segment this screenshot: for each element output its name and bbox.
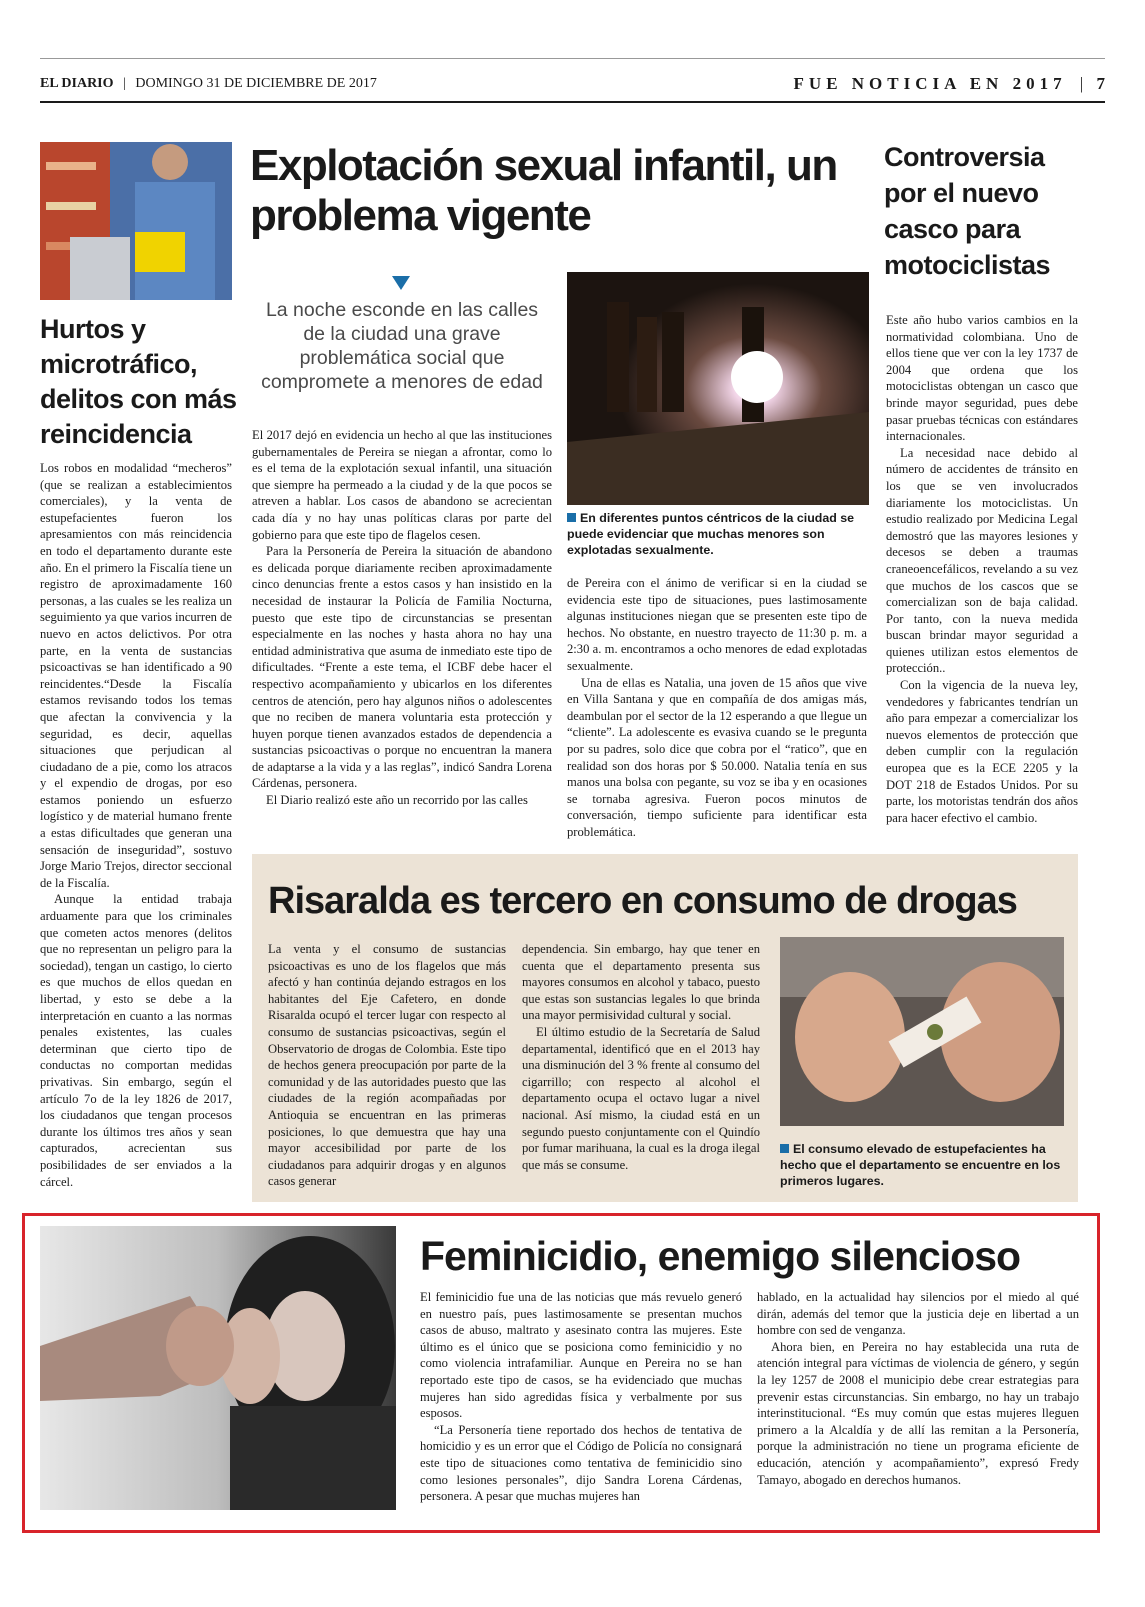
casco-headline: Controversia por el nuevo casco para motociclistas	[884, 142, 1051, 280]
explotacion-column-2	[567, 575, 867, 841]
header-left	[40, 76, 377, 92]
explotacion-paragraph-4: de Pereira con el ánimo de verificar si en la ciudad se evidencia este tipo de situaciones, pues lastimosamente algunas instituciones niegan que se presenten este tipo de hechos. No obstante, en nuestro trayecto de 11:30 p. m. a 2:30 a. m. encontramos a ocho menores de edad explotadas sexualmente.	[567, 576, 867, 673]
section-name: FUE NOTICIA EN 2017	[793, 74, 1067, 93]
paper-name: EL DIARIO	[40, 76, 114, 91]
header-separator: |	[123, 76, 126, 91]
issue-date: DOMINGO 31 DE DICIEMBRE DE 2017	[135, 76, 377, 91]
explotacion-paragraph-5: Una de ellas es Natalia, una joven de 15 años que vive en Villa Santana y que en compañía de dos amigas más, deambulan por el sector de la 12 esperando a que llegue un “cliente”. La adolescente es evasiva cuando se le pregunta por su padres, solo dice que cobra por el “ratico”, que en realidad son dos horas por $ 50.000. Natalia tenía en sus manos una bolsa con pegante, su voz se iba y en ocasiones se tornaba agresiva. Fueron pocos minutos de conversación, tiempo suficiente para identificar esta problemática.	[567, 675, 867, 839]
caption-marker-icon	[567, 513, 576, 522]
explotacion-column-1	[252, 427, 552, 809]
risaralda-caption-text: El consumo elevado de estupefacientes ha hecho que el departamento se encuentre en los primeros lugares.	[780, 1142, 1061, 1188]
casco-paragraph-3: Con la vigencia de la nueva ley, vendedores y fabricantes tendrían un año para empezar a comercializar los nuevos elementos de protección que deben cumplir con la regulación europea que es la ECE 2205 y la DOT 218 de Estados Unidos. Por su parte, los motoristas tendrán dos años para hacer efectivo el cambio.	[886, 678, 1078, 825]
feminicidio-column-1	[420, 1289, 742, 1505]
header-right	[794, 74, 1105, 94]
risaralda-column-2	[522, 941, 760, 1173]
hurtos-paragraph-1: Los robos en modalidad “mecheros” (que se realizan a establecimientos comerciales), y la venta de estupefacientes fueron los apresamientos con más reincidencia en todo el departamento durante este año. En el primero la Fiscalía tiene un registro de aproximadamente 160 personas, a las cuales se les realiza un seguimiento ya que varios incurren de nuevo en actos delictivos. Por otra parte, en la venta de sustancias psicoactivas se han identificado a 90 reincidentes.“Desde la Fiscalía estamos revisando todos los temas que afectan la convivencia y la seguridad, es decir, aquellas situaciones que perjudican al ciudadano de a pie, como los atracos y el expendio de drogas, por eso estamos poniendo un esfuerzo logístico y de material humano frente a estas dificultades que generan una sensación de inseguridad”, sostuvo Jorge Mario Trejos, director seccional de la Fiscalía.	[40, 461, 232, 890]
caption-marker-icon-2	[780, 1144, 789, 1153]
explotacion-paragraph-2: Para la Personería de Pereira la situación de abandono es delicada porque diariamente reciben aproximadamente cinco denuncias frente a estos casos y han insistido en la necesidad de instaurar la Policía de Familia Nocturna, puesto que este tipo de circunstancias se presentan especialmente en las noches y hasta ahora no hay una entidad administrativa que asuma de inmediato este tipo de dificultades. “Frente a este tema, el ICBF debe hacer el respectivo acompañamiento y ubicarlos en los diferentes centros de atención, pero hay algunos niños o adolescentes que no reciben de manera voluntaria esta protección y huyen porque tienen avanzados estados de dependencia a sustancias psicoactivas o porque no encuentran la manera de adaptarse a la vida y a las reglas”, indicó Sandra Lorena Cárdenas, personera.	[252, 544, 552, 791]
header-separator-right: |	[1079, 74, 1084, 93]
page-number: 7	[1096, 74, 1105, 93]
risaralda-column-1	[268, 941, 506, 1190]
hurtos-paragraph-2: Aunque la entidad trabaja arduamente para que los criminales que cometen actos menores (delitos que no representan un peligro para la sociedad), tengan un castigo, lo cierto es que muchos de ellos quedan en libertad, y esto se debe a la interpretación en cuanto a las normas penales existentes, las cuales determinan que cierto tipo de conductas no comportan medidas privativas. Sin embargo, según el artículo 7o de la ley 1826 de 2017, los ciudadanos que tengan procesos durante los últimos tres años y sean capturados, acrecientan sus posibilidades de ser enviados a la cárcel.	[40, 892, 232, 1189]
feminicidio-paragraph-4: Ahora bien, en Pereira no hay establecida una ruta de atención integral para víctimas de violencia de género, y según la ley 1257 de 2008 el municipio debe crear estrategias para prevenir estas circunstancias. Sin embargo, no hay un trabajo interinstitucional. “Es muy común que estas mujeres lleguen primero a la Alcaldía y de allí las remitan a la Personería, porque la administración no tiene un programa eficiente de educación, atención y acompañamiento”, expresó Fredy Tamayo, abogado en derechos humanos.	[757, 1339, 1079, 1487]
drug-rolling-photo	[780, 937, 1064, 1126]
feminicidio-paragraph-1: El feminicidio fue una de las noticias que más revuelo generó en nuestro país, pues lastimosamente se presentan muchos casos de abuso, maltrato y asesinato contra las mujeres. Este último es el único que se posiciona como feminicidio y no como violencia intrafamiliar. Aunque en Pereira no se han reportado este tipo de casos, se ha evidenciado que muchas mujeres han sido agredidas física y verbalmente por sus esposos.	[420, 1290, 742, 1421]
hurtos-body	[40, 460, 232, 1190]
feminicidio-paragraph-3: hablado, en la actualidad hay silencios por el miedo al qué dirán, además del temor que la justicia deje en libertad a un hombre con sed de venganza.	[757, 1290, 1079, 1338]
explotacion-caption-text: En diferentes puntos céntricos de la ciudad se puede evidenciar que muchas menores son explotadas sexualmente.	[567, 511, 855, 557]
risaralda-paragraph-1: La venta y el consumo de sustancias psicoactivas es uno de los flagelos que más afectó y han continúa dejando estragos en los habitantes del Eje Cafetero, en donde Risaralda ocupó el tercer lugar con respecto al consumo de sustancias psicoactivas, según el Observatorio de drogas de Colombia. Este tipo de hechos genera preocupación por parte de la comunidad y de las autoridades puesto que las ciudades de la región acompañadas por Antioquia se encuentran en las primeras posiciones, lo que demuestra que hay una mayor accesibilidad por parte de los ciudadanos para adquirir drogas y en algunos casos generar	[268, 942, 506, 1189]
explotacion-paragraph-3: El Diario realizó este año un recorrido por las calles	[266, 793, 528, 808]
explotacion-subtitle: La noche esconde en las calles de la ciudad una grave problemática social que compromete a menores de edad	[261, 299, 543, 393]
explotacion-caption	[567, 510, 867, 558]
explotacion-paragraph-1: El 2017 dejó en evidencia un hecho al que las instituciones gubernamentales de Pereira se niegan a afrontar, como lo es el tema de la explotación sexual infantil, una situación que siempre ha permeado a la ciudad y de la que pocos se atreven a hablar. Los casos de abandono se acrecientan cada día y no hay unas políticas claras por parte del gobierno para que este tipo de flagelos cesen.	[252, 428, 552, 542]
risaralda-caption	[780, 1141, 1065, 1189]
feminicidio-headline: Feminicidio, enemigo silencioso	[420, 1233, 1021, 1279]
night-street-photo	[567, 272, 869, 505]
hurtos-headline: Hurtos y microtráfico, delitos con más reincidencia	[40, 314, 237, 449]
header-rule	[40, 101, 1105, 103]
risaralda-paragraph-2: dependencia. Sin embargo, hay que tener en cuenta que el departamento presenta sus mayores consumos en alcohol y tabaco, puesto que estas son sustancias legales lo que brinda una mayor permisividad cultural y social.	[522, 942, 760, 1023]
risaralda-headline: Risaralda es tercero en consumo de drogas	[268, 880, 1017, 922]
header-top-rule	[40, 58, 1105, 59]
explotacion-headline: Explotación sexual infantil, un problema vigente	[250, 141, 837, 240]
casco-paragraph-1: Este año hubo varios cambios en la normatividad colombiana. Uno de ellos tiene que ver con la ley 1737 de 2004 que ordena que los motociclistas obtengan un casco que brinde mayor seguridad, pues debe pasar pruebas técnicas con estándares internacionales.	[886, 313, 1078, 444]
feminicidio-column-2	[757, 1289, 1079, 1488]
violence-photo	[40, 1226, 396, 1510]
subhead-marker-icon	[392, 276, 410, 290]
casco-body	[886, 312, 1078, 826]
shoplifting-photo	[40, 142, 232, 300]
feminicidio-paragraph-2: “La Personería tiene reportado dos hechos de tentativa de homicidio y es un error que el Código de Policía no consignará este tipo de situaciones como tentativa de feminicidio sino como lesiones personales”, dijo Sandra Lorena Cárdenas, personera. A pesar que muchas mujeres han	[420, 1422, 742, 1504]
risaralda-paragraph-3: El último estudio de la Secretaría de Salud departamental, identificó que en el 2013 hay una disminución del 3 % frente al consumo del cigarrillo; con respecto al alcohol el departamento ocupa el octavo lugar a nivel nacional. Así mismo, la ciudad está en un segundo puesto conjuntamente con el Quindío por fumar marihuana, la cual es la droga ilegal que más se consume.	[522, 1024, 760, 1172]
casco-paragraph-2: La necesidad nace debido al número de accidentes de tránsito en los que se ven involucrados diariamente los motociclistas. Un estudio realizado por Medicina Legal demostró que las mayores lesiones y decesos se deben a traumas craneoencefálicos, revelando a su vez que muchos de los cascos que se comercializan son de baja calidad. Por tanto, con la nueva medida buscan brindar mayor seguridad a quienes utilizan estos elementos de protección..	[886, 445, 1078, 676]
